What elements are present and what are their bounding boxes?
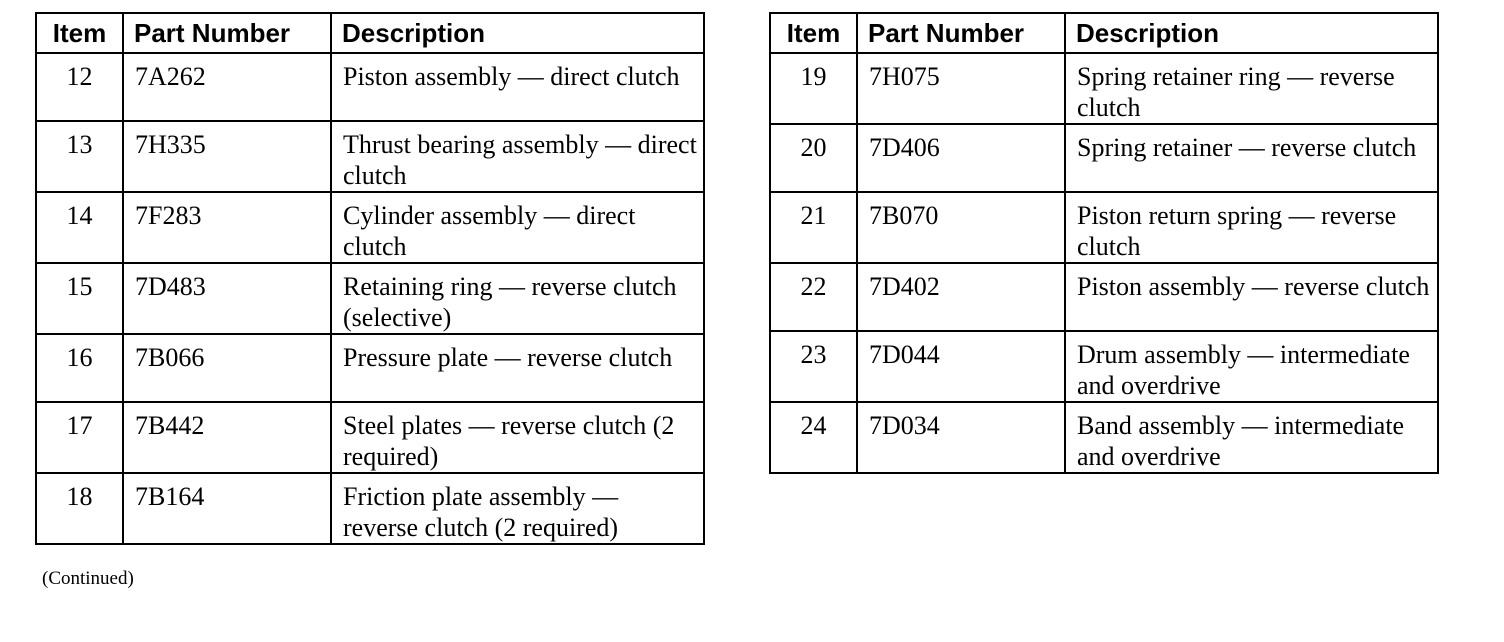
item-number-cell: 19 (770, 53, 857, 124)
description-cell: Band assembly — intermediate and overdrive (1065, 402, 1438, 473)
table-row (36, 121, 704, 192)
item-number-cell: 16 (36, 334, 123, 402)
item-number-cell: 12 (36, 53, 123, 121)
item-number-cell: 15 (36, 263, 123, 334)
item-number-cell: 18 (36, 473, 123, 544)
parts-table-left (35, 12, 705, 545)
part-number-cell: 7H335 (123, 121, 331, 192)
description-cell: Spring retainer ring — reverse clutch (1065, 53, 1438, 124)
column-header-part-number: Part Number (123, 13, 331, 53)
part-number-cell: 7B164 (123, 473, 331, 544)
part-number-cell: 7B066 (123, 334, 331, 402)
table-row (36, 473, 704, 544)
part-number-cell: 7D406 (857, 124, 1065, 192)
description-cell: Drum assembly — intermediate and overdrive (1065, 331, 1438, 402)
parts-table-right (769, 12, 1439, 474)
item-number-cell: 20 (770, 124, 857, 192)
table-row (770, 402, 1438, 473)
description-cell: Piston assembly — direct clutch (331, 53, 704, 121)
table-row (770, 331, 1438, 402)
description-cell: Piston assembly — reverse clutch (1065, 263, 1438, 331)
description-cell: Spring retainer — reverse clutch (1065, 124, 1438, 192)
description-cell: Friction plate assembly — reverse clutch (2 required) (331, 473, 704, 544)
table-row (770, 192, 1438, 263)
description-cell: Steel plates — reverse clutch (2 required) (331, 402, 704, 473)
table-header-row (770, 13, 1438, 53)
part-number-cell: 7D483 (123, 263, 331, 334)
part-number-cell: 7D034 (857, 402, 1065, 473)
column-header-item: Item (770, 13, 857, 53)
item-number-cell: 17 (36, 402, 123, 473)
description-cell: Thrust bearing assembly — direct clutch (331, 121, 704, 192)
part-number-cell: 7B070 (857, 192, 1065, 263)
table-row (36, 402, 704, 473)
table-row (36, 192, 704, 263)
column-header-part-number: Part Number (857, 13, 1065, 53)
part-number-cell: 7D402 (857, 263, 1065, 331)
description-cell: Cylinder assembly — direct clutch (331, 192, 704, 263)
table-row (770, 53, 1438, 124)
description-cell: Retaining ring — reverse clutch (selective) (331, 263, 704, 334)
part-number-cell: 7B442 (123, 402, 331, 473)
continued-note: (Continued) (42, 568, 134, 589)
column-header-description: Description (331, 13, 704, 53)
item-number-cell: 24 (770, 402, 857, 473)
description-cell: Piston return spring — reverse clutch (1065, 192, 1438, 263)
item-number-cell: 21 (770, 192, 857, 263)
table-row (770, 124, 1438, 192)
column-header-description: Description (1065, 13, 1438, 53)
part-number-cell: 7D044 (857, 331, 1065, 402)
item-number-cell: 14 (36, 192, 123, 263)
table-row (36, 53, 704, 121)
item-number-cell: 13 (36, 121, 123, 192)
part-number-cell: 7A262 (123, 53, 331, 121)
item-number-cell: 22 (770, 263, 857, 331)
part-number-cell: 7H075 (857, 53, 1065, 124)
table-row (770, 263, 1438, 331)
description-cell: Pressure plate — reverse clutch (331, 334, 704, 402)
table-row (36, 263, 704, 334)
item-number-cell: 23 (770, 331, 857, 402)
part-number-cell: 7F283 (123, 192, 331, 263)
table-row (36, 334, 704, 402)
column-header-item: Item (36, 13, 123, 53)
table-header-row (36, 13, 704, 53)
